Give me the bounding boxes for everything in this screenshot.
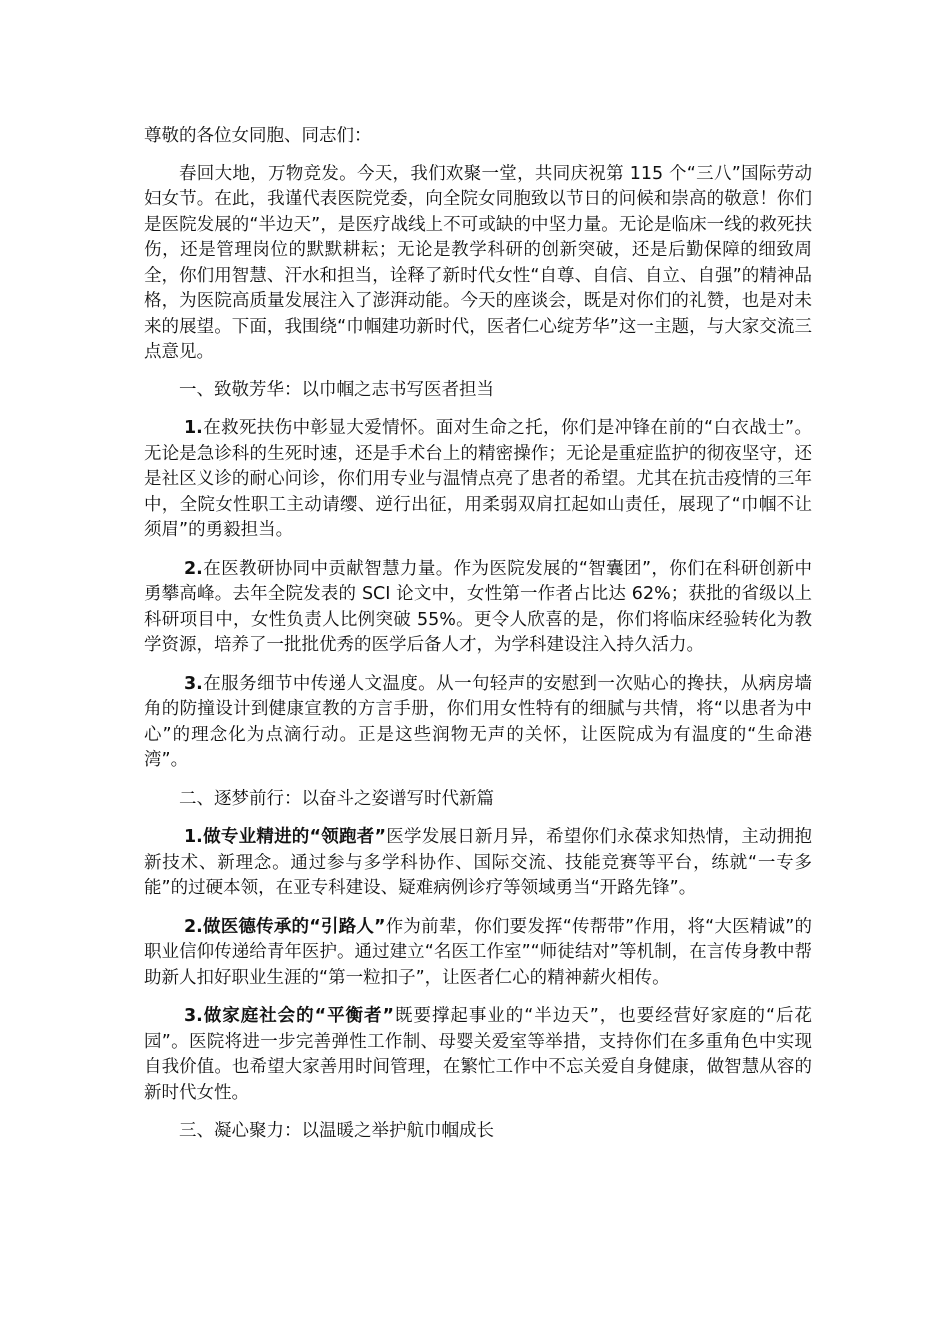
section-2-point-3 — [144, 1004, 812, 1106]
point-number: 3. — [184, 1006, 203, 1026]
point-text: 在医教研协同中贡献智慧力量。作为医院发展的“智囊团”，你们在科研创新中勇攀高峰。去年全院发表的 SCI 论文中，女性第一作者占比达 62%；获批的省级以上科研项目中，女性负责人比例突破 55%。更令人欣喜的是，你们将临床经验转化为教学资源，培养了一批批优秀的医学后备人才，为学科建设注入持久活力。 — [144, 558, 812, 655]
section-2-point-1 — [144, 825, 812, 902]
point-text: 作为前辈，你们要发挥“传帮带”作用，将“大医精诚”的职业信仰传递给青年医护。通过建立“名医工作室”“师徒结对”等机制，在言传身教中帮助新人扣好职业生涯的“第一粒扣子”，让医者仁心的精神薪火相传。 — [144, 916, 812, 988]
point-text: 在救死扶伤中彰显大爱情怀。面对生命之托，你们是冲锋在前的“白衣战士”。无论是急诊科的生死时速，还是手术台上的精密操作；无论是重症监护的彻夜坚守，还是社区义诊的耐心问诊，你们用专业与温情点亮了患者的希望。尤其在抗击疫情的三年中，全院女性职工主动请缨、逆行出征，用柔弱双肩扛起如山责任，展现了“巾帼不让须眉”的勇毅担当。 — [144, 418, 812, 540]
section-heading-2: 二、逐梦前行：以奋斗之姿谱写时代新篇 — [179, 788, 494, 809]
document-page — [144, 124, 812, 1158]
section-1-point-3 — [144, 672, 812, 774]
point-text: 在服务细节中传递人文温度。从一句轻声的安慰到一次贴心的搀扶，从病房墙角的防撞设计到健康宣教的方言手册，你们用女性特有的细腻与共情，将“以患者为中心”的理念化为点滴行动。正是这些润物无声的关怀，让医院成为有温度的“生命港湾”。 — [144, 673, 812, 770]
point-number: 3. — [184, 673, 203, 694]
point-text: 医学发展日新月异，希望你们永葆求知热情，主动拥抱新技术、新理念。通过参与多学科协作、国际交流、技能竞赛等平台，练就“一专多能”的过硬本领，在亚专科建设、疑难病例诊疗等领域勇当“开路先锋”。 — [144, 827, 812, 898]
point-number: 1. — [184, 418, 203, 438]
section-1-point-2 — [144, 557, 812, 659]
point-lead: 做医德传承的“引路人” — [202, 916, 386, 937]
point-lead: 做专业精进的“领跑者” — [202, 827, 387, 847]
point-number: 2. — [184, 558, 203, 579]
point-text: 既要撑起事业的“半边天”，也要经营好家庭的“后花园”。医院将进一步完善弹性工作制、母婴关爱室等举措，支持你们在多重角色中实现自我价值。也希望大家善用时间管理，在繁忙工作中不忘关爱自身健康，做智慧从容的新时代女性。 — [144, 1006, 812, 1103]
salutation: 尊敬的各位女同胞、同志们： — [144, 126, 372, 146]
intro-paragraph: 春回大地，万物竞发。今天，我们欢聚一堂，共同庆祝第 115 个“三八”国际劳动妇女节。在此，我谨代表医院党委，向全院女同胞致以节日的问候和崇高的敬意！你们是医院发展的“半边天”，是医疗战线上不可或缺的中坚力量。无论是临床一线的救死扶伤，还是管理岗位的默默耕耘；无论是教学科研的创新突破，还是后勤保障的细致周全，你们用智慧、汗水和担当，诠释了新时代女性“自尊、自信、自立、自强”的精神品格，为医院高质量发展注入了澎湃动能。今天的座谈会，既是对你们的礼赞，也是对未来的展望。下面，我围绕“巾帼建功新时代，医者仁心绽芳华”这一主题，与大家交流三点意见。 — [144, 163, 812, 362]
section-2-point-2 — [144, 915, 812, 992]
point-number: 2. — [184, 916, 203, 937]
section-1-point-1 — [144, 416, 812, 544]
section-heading-1: 一、致敬芳华：以巾帼之志书写医者担当 — [179, 379, 494, 400]
point-number: 1. — [184, 827, 203, 847]
section-heading-3: 三、凝心聚力：以温暖之举护航巾帼成长 — [179, 1121, 494, 1141]
point-lead: 做家庭社会的“平衡者” — [202, 1006, 395, 1026]
